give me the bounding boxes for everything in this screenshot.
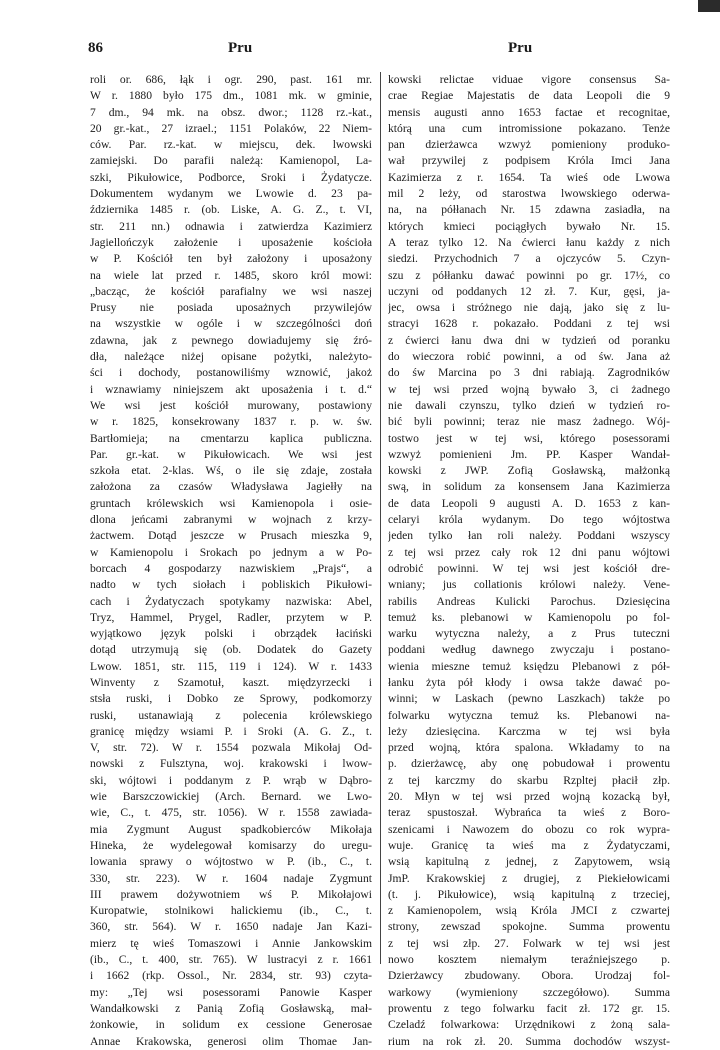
text-line: mierz tę wieś Tomaszowi i Annie Jankowskim <box>90 936 372 950</box>
text-line: nowski z Fulsztyna, woj. krakowski i lwow- <box>90 757 372 771</box>
text-line: folwarku wytyczna temuż ks. Plebanowi na- <box>388 708 670 722</box>
text-line: (t. j. Pikułowice), wsią kapitulną z trzeciej, <box>388 887 670 901</box>
text-line: żactwem. Dotąd jeszcze w Prusach mieszka 9, <box>90 529 372 543</box>
text-line: dotąd utrzymują się (ob. Dodatek do Gazety <box>90 643 372 657</box>
text-line: nowo kosztem niemałym teraźniejszego p. <box>388 953 670 967</box>
text-line: łanku żyta pół kłody i owsa także dawać po- <box>388 675 670 689</box>
text-line: temuż ks. plebanowi w Kamienopolu po fol- <box>388 610 670 624</box>
text-line: my: „Tej wsi posessorami Panowie Kasper <box>90 985 372 999</box>
text-line: „bacząc, że kościół parafialny we wsi naszej <box>90 284 372 298</box>
text-line: do wieczora robić powinni, a od św. Jana aż <box>388 350 670 364</box>
text-line: swą, in solidum za konsensem Jana Kazimierza <box>388 480 670 494</box>
scan-corner-mark <box>698 0 720 12</box>
text-line: ski, wójtowi i poddanym z P. wrąb w Dąbro- <box>90 773 372 787</box>
text-line: z tej karczmy do skarbu Rzpltej płacił złp. <box>388 773 670 787</box>
text-line: Hineka, że wydelegował komisarzy do uregu- <box>90 838 372 852</box>
left-text-column <box>90 72 372 1050</box>
text-line: wie, C., t. 475, str. 1056). W r. 1558 zawiada- <box>90 806 372 820</box>
text-line: mil 2 leży, od starostwa lwowskiego oderwa- <box>388 187 670 201</box>
text-line: dła, należące niżej opisane pożytki, należyto- <box>90 350 372 364</box>
text-line: wał przywilej z podpisem Króla Imci Jana <box>388 154 670 168</box>
column-divider <box>380 72 381 964</box>
text-line: strony, zewszad spokojne. Summa prowentu <box>388 920 670 934</box>
text-line: crae Regiae Majestatis de data Leopoli die 9 <box>388 89 670 103</box>
text-line: rium na rok zł. 20. Summa dochodów wszyst- <box>388 1034 670 1048</box>
text-line: (ib., C., t. 400, str. 765). W lustracyi z r. 1661 <box>90 953 372 967</box>
text-line: 330, str. 223). W r. 1604 nadaje Zygmunt <box>90 871 372 885</box>
text-line: str. 211 nn.) odnawia i zatwierdza Kazimierz <box>90 219 372 233</box>
text-line: Wandałkowski z Panią Zofią Gosławską, mał- <box>90 1001 372 1015</box>
text-line: w P. Kościół ten był założony i uposażony <box>90 252 372 266</box>
text-line: Tryz, Hammel, Prygel, Radler, przytem w P. <box>90 610 372 624</box>
text-line: Dzierżawcy zbudowany. Obora. Urodzaj fol- <box>388 969 670 983</box>
text-line: których kmieci pociągłych bywało Nr. 15. <box>388 219 670 233</box>
text-line: wienia mieszne temuż księdzu Plebanowi z pół- <box>388 659 670 673</box>
text-line: Kazimierza z r. 1654. Ta wieś ode Lwowa <box>388 170 670 184</box>
text-line: rabilis Andreas Kulicki Parochus. Dziesięcina <box>388 594 670 608</box>
text-line: wuje. Granicę ta wieś ma z Żydatyczami, <box>388 838 670 852</box>
text-line: III prawem dożywotniem wś P. Mikołajowi <box>90 887 372 901</box>
text-line: ców. Par. rz.-kat. w miejscu, dek. lwowski <box>90 138 372 152</box>
page-number: 86 <box>88 40 103 56</box>
text-line: Jagiellończyk założenie i uposażenie kościoła <box>90 235 372 249</box>
text-line: Bartłomieja; na cmentarzu kaplica publiczna. <box>90 431 372 445</box>
text-line: na, na półłanach Nr. 15 zdawna zasiadła, na <box>388 203 670 217</box>
text-line: teraz spustoszał. Wybrańca ta wieś z Boro- <box>388 806 670 820</box>
running-head-left: Pru <box>228 40 253 56</box>
text-line: W r. 1880 było 175 dm., 1081 mk. w gminie, <box>90 89 372 103</box>
text-line: kowski relictae viduae vigore consensus Sa- <box>388 73 670 86</box>
text-line: Kuropatwie, stolnikowi halickiemu (ib., C., t. <box>90 904 372 918</box>
right-text-column <box>388 72 670 1050</box>
text-line: Dokumentem wydanym we Lwowie d. 23 pa- <box>90 187 372 201</box>
text-line: prowentu z tego folwarku facit zł. 172 gr. 15. <box>388 1001 670 1015</box>
text-line: szki, Pikułowice, Podborce, Sroki i Żydatycze. <box>90 170 372 184</box>
text-line: szenicami i Nawozem do obozu co rok wypra- <box>388 822 670 836</box>
text-line: zamiejski. Do parafii należą: Kamienopol, La- <box>90 154 372 168</box>
text-line: wie Barszczowickiej (Arch. Bernard. we Lwo- <box>90 790 372 804</box>
text-line: żonkowie, in solidum ex cessione Generosae <box>90 1018 372 1032</box>
text-line: p. dzierżawcę, aby onę pobudował i prowentu <box>388 757 670 771</box>
text-line: 7 dm., 94 mk. na obsz. dwor.; 1128 rz.-kat., <box>90 105 372 119</box>
text-line: borcach 4 gospodarzy nazwiskiem „Prajs“, a <box>90 561 372 575</box>
text-line: gruntach królewskich wsi Kamienopola i osie- <box>90 496 372 510</box>
text-line: nie dawali czynszu, tylko dzień w tydzień ro- <box>388 398 670 412</box>
text-line: leży dziesięcina. Karczma w tej wsi była <box>388 724 670 738</box>
text-line: odrobić powinni. W tej wsi jest kościół dre- <box>388 561 670 575</box>
text-line: Par. gr.-kat. w Pikułowicach. We wsi jest <box>90 447 372 461</box>
text-line: Lwow. 1851, str. 115, 119 i 124). W r. 1433 <box>90 659 372 673</box>
text-line: szu z półłanku dawać powinni po gr. 17½, co <box>388 268 670 282</box>
text-line: jeden tylko łan roli należy. Poddani wszyscy <box>388 529 670 543</box>
text-line: mensis augusti anno 1653 factae et recognitae, <box>388 105 670 119</box>
text-line: szkoła etat. 2-klas. Wś, o ile się zdaje, została <box>90 464 372 478</box>
text-line: stsła ruski, i Dobko ze Sprowy, podkomorzy <box>90 692 372 706</box>
text-line: z ćwierci łanu dwa dni w tydzień od poranku <box>388 333 670 347</box>
text-line: Annae Krakowska, generosi olim Thomae Jan- <box>90 1034 372 1048</box>
text-line: cach i Żydatyczach spotykamy nazwiska: Abel, <box>90 594 372 608</box>
text-line: wzwyż pomienieni Jm. PP. Kasper Wandał- <box>388 447 670 461</box>
running-head-right: Pru <box>508 40 533 56</box>
text-line: ści i dochody, postanowiliśmy wznowić, jakoż <box>90 366 372 380</box>
text-line: na wszystkie w ogóle i w szczególności doń <box>90 317 372 331</box>
text-line: de data Leopoli 9 augusti A. D. 1653 z kan- <box>388 496 670 510</box>
text-line: poddani według dawnego zwyczaju i postano- <box>388 643 670 657</box>
text-line: V, str. 72). W r. 1554 pozwala Mikołaj Od- <box>90 741 372 755</box>
text-line: dlona jeńcami zabranymi w wojnach z krzy- <box>90 513 372 527</box>
text-line: i 1662 (rkp. Ossol., Nr. 2834, str. 93) czyta- <box>90 969 372 983</box>
text-line: w Kamienopolu i Srokach po jednym a w Po- <box>90 545 372 559</box>
text-line: Czeladź folwarkowa: Urzędnikowi z żoną sala- <box>388 1018 670 1032</box>
text-line: kowski z JWP. Zofią Gosławską, małżonką <box>388 464 670 478</box>
text-line: w r. 1825, konsekrowany 1837 r. p. w. św. <box>90 415 372 429</box>
text-line: jec, owsa i stróżnego nie dają, jako się z lu- <box>388 301 670 315</box>
text-line: We wsi jest kościół murowany, postawiony <box>90 398 372 412</box>
text-line: i wznawiamy niniejszem akt uposażenia i t. d.“ <box>90 382 372 396</box>
text-line: tostwo jest w tej wsi, którego posessorami <box>388 431 670 445</box>
text-line: wniany; jus collationis królowi należy. Vene- <box>388 578 670 592</box>
text-line: Prusy nie posiada uposażnych przywilejów <box>90 301 372 315</box>
text-line: z tej wsi złp. 27. Folwark w tej wsi jest <box>388 936 670 950</box>
text-line: mia Zygmunt August spadkobierców Mikołaja <box>90 822 372 836</box>
text-line: pan dzierżawca wzwyż pomieniony produko- <box>388 138 670 152</box>
text-line: 360, str. 564). W r. 1650 nadaje Jan Kazi- <box>90 920 372 934</box>
text-line: uczyni od poddanych 12 zł. 7. Kur, gęsi, ja- <box>388 284 670 298</box>
text-line: założona za czasów Władysława Jagiełły na <box>90 480 372 494</box>
text-line: w tej wsi przed wojną bywało 3, ci żadnego <box>388 382 670 396</box>
text-line: warkowy (wymieniony szczegółowo). Summa <box>388 985 670 999</box>
text-line: ruski, ustanawiają z polecenia królewskiego <box>90 708 372 722</box>
text-line: z Kamienopolem, wsią Króla JMCI z czwartej <box>388 904 670 918</box>
text-line: roli or. 686, łąk i ogr. 290, past. 161 mr. <box>90 73 372 86</box>
text-line: ździernika 1485 r. (ob. Liske, A. G. Z., t. VI, <box>90 203 372 217</box>
text-line: lowania sprawy o wójtostwo w P. (ib., C., t. <box>90 855 372 869</box>
text-line: przed wojną, która spalona. Wkładamy to na <box>388 741 670 755</box>
text-line: 20. Młyn w tej wsi przed wojną kozacką był, <box>388 790 670 804</box>
text-line: 20 gr.-kat., 27 izrael.; 1151 Polaków, 22 Niem- <box>90 121 372 135</box>
text-line: A teraz tylko 12. Na ćwierci łanu każdy z nich <box>388 235 670 249</box>
text-line: wyjątkowo język polski i obrządek łaciński <box>90 627 372 641</box>
text-line: do św Marcina po 3 dni rabiają. Zagrodników <box>388 366 670 380</box>
text-line: warku wytyczna należy, a z Prus tuteczni <box>388 627 670 641</box>
text-line: z tej wsi przez cały rok 12 dni panu wójtowi <box>388 545 670 559</box>
text-line: nadto w tych siołach i pobliskich Pikułowi- <box>90 578 372 592</box>
text-line: granicę między wsiami P. i Sroki (A. G. Z., t. <box>90 724 372 738</box>
text-line: zdawna, jak z pewnego dowiadujemy się źró- <box>90 333 372 347</box>
text-line: siedzi. Przychodnich 7 a ojczyców 5. Czyn- <box>388 252 670 266</box>
text-line: winni; w Laskach (pewno Laszkach) także po <box>388 692 670 706</box>
text-line: stracyi 1628 r. pokazało. Poddani z tej wsi <box>388 317 670 331</box>
text-line: Winventy z Szamotuł, kaszt. międzyrzecki i <box>90 675 372 689</box>
text-line: wsią kapitulną z jednej, z Zapytowem, wsią <box>388 855 670 869</box>
text-line: bić byli powinni; teraz nie masz żadnego. Wój- <box>388 415 670 429</box>
text-line: którą una cum intromissione pokazano. Tenże <box>388 121 670 135</box>
text-line: celaryi króla wydanym. Do tego wójtostwa <box>388 513 670 527</box>
text-line: na wiele lat przed r. 1485, skoro król mowi: <box>90 268 372 282</box>
text-line: JmP. Krakowskiej z drugiej, z Piekiełowicami <box>388 871 670 885</box>
